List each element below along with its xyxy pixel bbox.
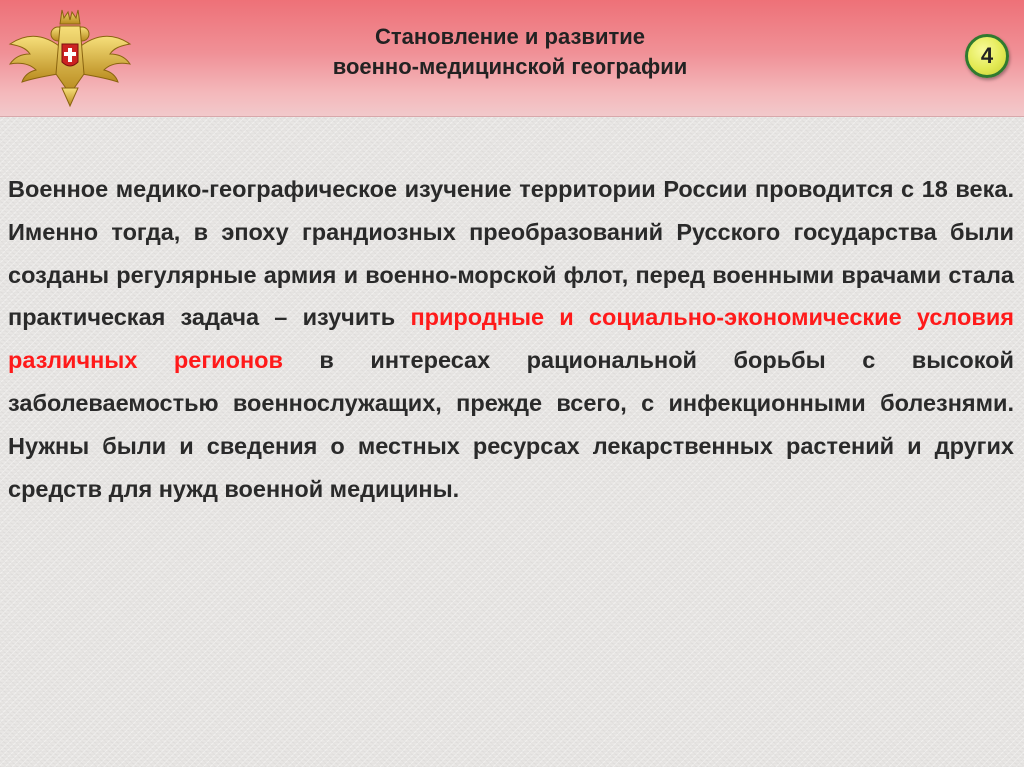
slide-title [230, 22, 790, 82]
slide-title-line-2: военно-медицинской географии [332, 54, 688, 79]
double-headed-eagle-emblem-icon [6, 4, 134, 110]
slide-title-line-1: Становление и развитие [374, 24, 646, 49]
body-text-part-1: Военное медико-географическое изучение территории России проводится с 18 века. Именно тогда, в эпоху грандиозных преобразований Русского государства были созданы регулярные армия и военно-морской флот, перед военными врачами стала практическая задача – изучить [8, 176, 1014, 331]
header-band [0, 0, 1024, 117]
body-text-highlight: природные и социально-экономические условия различных регионов [8, 304, 1014, 374]
page-number-badge: 4 [965, 34, 1009, 78]
body-text-part-2: в интересах рациональной борьбы с высокой заболеваемостью военнослужащих, прежде всего, с инфекционными болезнями. Нужны были и сведения о местных ресурсах лекарственных растений и других средств для нужд военной медицины. [8, 347, 1014, 502]
body-paragraph [8, 168, 1014, 510]
